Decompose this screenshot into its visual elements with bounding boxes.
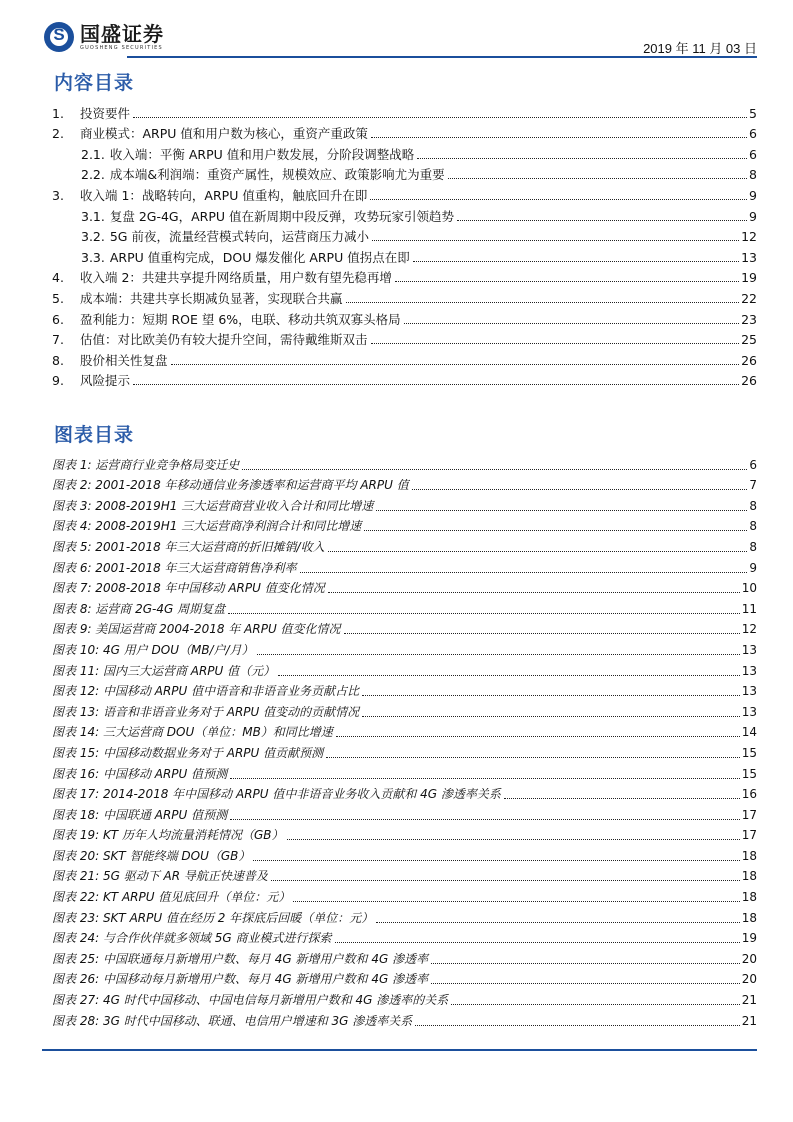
toc-entry-page: 26 bbox=[741, 352, 757, 368]
figure-entry-page: 6 bbox=[749, 457, 757, 472]
figure-entry[interactable] bbox=[52, 576, 757, 597]
figure-entry[interactable] bbox=[52, 987, 757, 1008]
dot-leader bbox=[412, 489, 748, 490]
dot-leader bbox=[376, 922, 740, 923]
figure-entry-page: 14 bbox=[741, 725, 757, 740]
logo-english-name: GUOSHENG SECURITIES bbox=[80, 45, 163, 51]
figure-entry-label: 图表 28: 3G 时代中国移动、联通、电信用户增速和 3G 渗透率关系 bbox=[52, 1013, 413, 1028]
dot-leader bbox=[171, 364, 740, 365]
toc-entry-label: 股价相关性复盘 bbox=[80, 352, 168, 368]
toc-entry-page: 26 bbox=[741, 373, 757, 389]
figure-entry-page: 17 bbox=[741, 828, 757, 843]
figure-entry[interactable] bbox=[52, 782, 757, 803]
toc-entry-page: 5 bbox=[749, 105, 757, 121]
toc-entry-page: 8 bbox=[749, 167, 757, 183]
toc-entry-label: 成本端：共建共享长期减负显著，实现联合共赢 bbox=[80, 290, 343, 306]
figure-entry-page: 18 bbox=[741, 890, 757, 905]
figure-entry[interactable] bbox=[52, 720, 757, 741]
dot-leader bbox=[344, 633, 740, 634]
figure-entry-page: 13 bbox=[741, 684, 757, 699]
dot-leader bbox=[326, 757, 740, 758]
toc-entry-label: 估值：对比欧美仍有较大提升空间，需待戴维斯双击 bbox=[80, 332, 368, 348]
figure-entry-label: 图表 14: 三大运营商 DOU（单位：MB）和同比增速 bbox=[52, 725, 333, 740]
figure-entry-page: 18 bbox=[741, 910, 757, 925]
toc-entry-page: 9 bbox=[749, 187, 757, 203]
figure-entry[interactable] bbox=[52, 637, 757, 658]
figure-entry[interactable] bbox=[52, 473, 757, 494]
figure-entry-label: 图表 12: 中国移动 ARPU 值中语音和非语音业务贡献占比 bbox=[52, 684, 360, 699]
figure-entry[interactable] bbox=[52, 493, 757, 514]
dot-leader bbox=[364, 530, 747, 531]
figure-entry[interactable] bbox=[52, 843, 757, 864]
toc-entry-label: 商业模式：ARPU 值和用户数为核心，重资产重政策 bbox=[80, 126, 368, 142]
dot-leader bbox=[271, 880, 740, 881]
figure-entry-label: 图表 13: 语音和非语音业务对于 ARPU 值变动的贡献情况 bbox=[52, 704, 360, 719]
toc-entry-number: 3.2. bbox=[81, 229, 105, 245]
toc-entry[interactable] bbox=[52, 306, 757, 327]
dot-leader bbox=[228, 613, 740, 614]
dot-leader bbox=[257, 654, 740, 655]
toc-entry[interactable] bbox=[52, 141, 757, 162]
dot-leader bbox=[451, 1004, 739, 1005]
figure-entry-page: 8 bbox=[749, 519, 757, 534]
figure-entry-page: 21 bbox=[741, 993, 757, 1008]
figure-entry[interactable] bbox=[52, 679, 757, 700]
toc-entry-number: 5. bbox=[52, 290, 64, 306]
figure-entry-page: 10 bbox=[741, 581, 757, 596]
figure-entry-page: 13 bbox=[741, 642, 757, 657]
figure-entry-label: 图表 16: 中国移动 ARPU 值预测 bbox=[52, 766, 228, 781]
toc-entry-number: 3.1. bbox=[81, 208, 105, 224]
toc-entry-label: 投资要件 bbox=[80, 105, 131, 121]
figure-entry-page: 13 bbox=[741, 704, 757, 719]
figure-entry-label: 图表 3: 2008-2019H1 三大运营商营业收入合计和同比增速 bbox=[52, 498, 374, 513]
toc-entry-number: 8. bbox=[52, 352, 64, 368]
dot-leader bbox=[371, 343, 740, 344]
figure-entry-label: 图表 6: 2001-2018 年三大运营商销售净利率 bbox=[52, 560, 297, 575]
figure-entry-page: 21 bbox=[741, 1013, 757, 1028]
toc-entry-page: 25 bbox=[741, 332, 757, 348]
toc-entry-number: 2. bbox=[52, 126, 64, 142]
toc-entry-label: 收入端：平衡 ARPU 值和用户数发展，分阶段调整战略 bbox=[109, 146, 415, 162]
figure-entry-label: 图表 23: SKT ARPU 值在经历 2 年探底后回暖（单位：元） bbox=[52, 910, 374, 925]
dot-leader bbox=[253, 860, 739, 861]
dot-leader bbox=[300, 572, 748, 573]
figure-entry-label: 图表 9: 美国运营商 2004-2018 年 ARPU 值变化情况 bbox=[52, 622, 341, 637]
figure-entry-page: 20 bbox=[741, 972, 757, 987]
figure-entry-page: 17 bbox=[741, 807, 757, 822]
figure-entry-label: 图表 15: 中国移动数据业务对于 ARPU 值贡献预测 bbox=[52, 745, 324, 760]
figure-entry-label: 图表 17: 2014-2018 年中国移动 ARPU 值中非语音业务收入贡献和 4G 渗透率关系 bbox=[52, 787, 501, 802]
dot-leader bbox=[457, 220, 747, 221]
toc-entry-page: 19 bbox=[741, 270, 757, 286]
toc-entry[interactable] bbox=[52, 265, 757, 286]
figure-entry-page: 16 bbox=[741, 787, 757, 802]
dot-leader bbox=[335, 942, 740, 943]
figure-entry-page: 15 bbox=[741, 766, 757, 781]
toc-entry-page: 9 bbox=[749, 208, 757, 224]
toc-entry[interactable] bbox=[52, 224, 757, 245]
toc-entry-page: 23 bbox=[741, 311, 757, 327]
figure-entry-page: 9 bbox=[749, 560, 757, 575]
toc-entry-label: ARPU 值重构完成，DOU 爆发催化 ARPU 值拐点在即 bbox=[109, 249, 410, 265]
dot-leader bbox=[376, 510, 747, 511]
dot-leader bbox=[328, 551, 748, 552]
toc-entry[interactable] bbox=[52, 203, 757, 224]
toc-entry-label: 复盘 2G-4G，ARPU 值在新周期中段反弹，攻势玩家引领趋势 bbox=[109, 208, 455, 224]
toc-entry-number: 7. bbox=[52, 332, 64, 348]
dot-leader bbox=[336, 736, 740, 737]
dot-leader bbox=[293, 901, 739, 902]
figure-entry-label: 图表 21: 5G 驱动下 AR 导航正快速普及 bbox=[52, 869, 268, 884]
figure-entry-label: 图表 5: 2001-2018 年三大运营商的折旧摊销/收入 bbox=[52, 539, 325, 554]
toc-entry[interactable] bbox=[52, 182, 757, 203]
toc-entry-number: 1. bbox=[52, 105, 64, 121]
table-of-contents bbox=[52, 100, 757, 388]
figure-entry-page: 7 bbox=[749, 478, 757, 493]
toc-entry-number: 6. bbox=[52, 311, 64, 327]
figure-entry[interactable] bbox=[52, 905, 757, 926]
toc-entry[interactable] bbox=[52, 162, 757, 183]
figure-entry-page: 18 bbox=[741, 848, 757, 863]
figure-entry[interactable] bbox=[52, 596, 757, 617]
figure-entry-label: 图表 26: 中国移动每月新增用户数、每月 4G 新增用户数和 4G 渗透率 bbox=[52, 972, 429, 987]
list-of-figures bbox=[52, 452, 757, 1029]
dot-leader bbox=[395, 281, 739, 282]
logo-icon bbox=[44, 22, 74, 52]
toc-entry-page: 6 bbox=[749, 126, 757, 142]
company-logo bbox=[44, 22, 164, 52]
figure-entry-label: 图表 20: SKT 智能终端 DOU（GB） bbox=[52, 848, 251, 863]
figure-entry[interactable] bbox=[52, 946, 757, 967]
dot-leader bbox=[404, 323, 739, 324]
toc-entry[interactable] bbox=[52, 368, 757, 389]
dot-leader bbox=[133, 117, 747, 118]
dot-leader bbox=[431, 963, 740, 964]
dot-leader bbox=[415, 1025, 739, 1026]
figure-entry[interactable] bbox=[52, 452, 757, 473]
toc-entry[interactable] bbox=[52, 100, 757, 121]
figure-entry-page: 13 bbox=[741, 663, 757, 678]
figures-title: 图表目录 bbox=[54, 424, 135, 446]
figure-entry[interactable] bbox=[52, 926, 757, 947]
figure-entry-label: 图表 7: 2008-2018 年中国移动 ARPU 值变化情况 bbox=[52, 581, 325, 596]
dot-leader bbox=[448, 178, 747, 179]
dot-leader bbox=[133, 384, 739, 385]
toc-entry-number: 2.2. bbox=[81, 167, 105, 183]
dot-leader bbox=[230, 819, 740, 820]
figure-entry-label: 图表 10: 4G 用户 DOU（MB/户/月） bbox=[52, 642, 254, 657]
dot-leader bbox=[370, 199, 747, 200]
logo-name: 国盛证券 bbox=[80, 22, 164, 46]
figure-entry[interactable] bbox=[52, 802, 757, 823]
dot-leader bbox=[362, 695, 740, 696]
figure-entry-page: 8 bbox=[749, 539, 757, 554]
figure-entry-label: 图表 27: 4G 时代中国移动、中国电信每月新增用户数和 4G 渗透率的关系 bbox=[52, 993, 449, 1008]
toc-entry-label: 成本端&利润端：重资产属性，规模效应、政策影响尤为重要 bbox=[109, 167, 445, 183]
dot-leader bbox=[278, 675, 740, 676]
toc-entry-number: 4. bbox=[52, 270, 64, 286]
dot-leader bbox=[242, 469, 747, 470]
figure-entry-label: 图表 18: 中国联通 ARPU 值预测 bbox=[52, 807, 228, 822]
figure-entry-label: 图表 25: 中国联通每月新增用户数、每月 4G 新增用户数和 4G 渗透率 bbox=[52, 951, 429, 966]
figure-entry[interactable] bbox=[52, 740, 757, 761]
toc-entry[interactable] bbox=[52, 121, 757, 142]
figure-entry-page: 18 bbox=[741, 869, 757, 884]
toc-entry-page: 12 bbox=[741, 229, 757, 245]
toc-entry-label: 收入端 2：共建共享提升网络质量，用户数有望先稳再增 bbox=[80, 270, 392, 286]
figure-entry[interactable] bbox=[52, 1008, 757, 1029]
toc-entry[interactable] bbox=[52, 327, 757, 348]
toc-entry-number: 2.1. bbox=[81, 146, 105, 162]
figure-entry-label: 图表 24: 与合作伙伴就多领域 5G 商业模式进行探索 bbox=[52, 931, 332, 946]
figure-entry-label: 图表 11: 国内三大运营商 ARPU 值（元） bbox=[52, 663, 276, 678]
dot-leader bbox=[372, 240, 739, 241]
figure-entry-page: 19 bbox=[741, 931, 757, 946]
dot-leader bbox=[362, 716, 740, 717]
dot-leader bbox=[413, 261, 739, 262]
figure-entry-page: 8 bbox=[749, 498, 757, 513]
figure-entry-page: 11 bbox=[741, 601, 757, 616]
dot-leader bbox=[230, 778, 740, 779]
toc-entry[interactable] bbox=[52, 244, 757, 265]
figure-entry[interactable] bbox=[52, 534, 757, 555]
figure-entry[interactable] bbox=[52, 884, 757, 905]
toc-entry-number: 9. bbox=[52, 373, 64, 389]
figure-entry-label: 图表 22: KT ARPU 值见底回升（单位：元） bbox=[52, 890, 291, 905]
report-date: 2019 年 11 月 03 日 bbox=[643, 41, 757, 56]
figure-entry[interactable] bbox=[52, 658, 757, 679]
figure-entry-page: 15 bbox=[741, 745, 757, 760]
dot-leader bbox=[504, 798, 740, 799]
toc-entry[interactable] bbox=[52, 347, 757, 368]
dot-leader bbox=[417, 158, 747, 159]
figure-entry-label: 图表 19: KT 历年人均流量消耗情况（GB） bbox=[52, 828, 284, 843]
figure-entry[interactable] bbox=[52, 514, 757, 535]
dot-leader bbox=[328, 592, 740, 593]
dot-leader bbox=[371, 137, 747, 138]
toc-entry-label: 5G 前夜，流量经营模式转向，运营商压力减小 bbox=[109, 229, 369, 245]
figure-entry[interactable] bbox=[52, 555, 757, 576]
footer-divider bbox=[42, 1049, 757, 1051]
figure-entry[interactable] bbox=[52, 823, 757, 844]
header-divider bbox=[127, 56, 757, 58]
toc-entry-page: 6 bbox=[749, 146, 757, 162]
toc-entry-page: 22 bbox=[741, 290, 757, 306]
toc-entry[interactable] bbox=[52, 285, 757, 306]
dot-leader bbox=[431, 983, 740, 984]
figure-entry[interactable] bbox=[52, 699, 757, 720]
figure-entry-page: 20 bbox=[741, 951, 757, 966]
dot-leader bbox=[287, 839, 740, 840]
figure-entry[interactable] bbox=[52, 761, 757, 782]
figure-entry-label: 图表 2: 2001-2018 年移动通信业务渗透率和运营商平均 ARPU 值 bbox=[52, 478, 409, 493]
figure-entry-label: 图表 1: 运营商行业竞争格局变迁史 bbox=[52, 457, 240, 472]
figure-entry[interactable] bbox=[52, 617, 757, 638]
figure-entry-page: 12 bbox=[741, 622, 757, 637]
toc-entry-label: 收入端 1：战略转向，ARPU 值重构，触底回升在即 bbox=[80, 187, 368, 203]
toc-entry-page: 13 bbox=[741, 249, 757, 265]
dot-leader bbox=[346, 302, 740, 303]
contents-title: 内容目录 bbox=[54, 72, 135, 94]
figure-entry-label: 图表 8: 运营商 2G-4G 周期复盘 bbox=[52, 601, 226, 616]
toc-entry-number: 3. bbox=[52, 187, 64, 203]
toc-entry-label: 盈利能力：短期 ROE 望 6%，电联、移动共筑双寡头格局 bbox=[80, 311, 401, 327]
toc-entry-number: 3.3. bbox=[81, 249, 105, 265]
figure-entry-label: 图表 4: 2008-2019H1 三大运营商净利润合计和同比增速 bbox=[52, 519, 362, 534]
toc-entry-label: 风险提示 bbox=[80, 373, 131, 389]
figure-entry[interactable] bbox=[52, 864, 757, 885]
figure-entry[interactable] bbox=[52, 967, 757, 988]
